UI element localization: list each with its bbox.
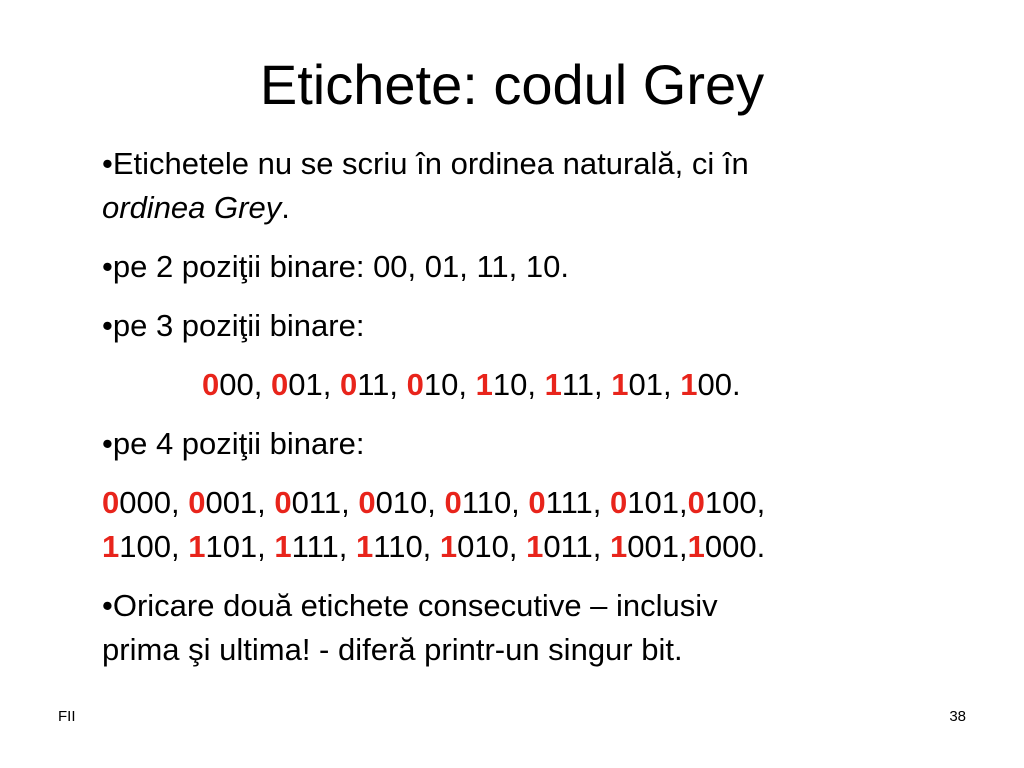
grey-code-rest: 010, — [375, 485, 445, 520]
grey-code — [188, 485, 274, 520]
grey-code-first-bit: 1 — [680, 367, 698, 402]
codes-4-bits-line-1 — [102, 481, 982, 525]
grey-code-rest: 10, — [423, 367, 467, 402]
bullet-end: . — [281, 190, 290, 225]
grey-code-first-bit: 1 — [687, 529, 705, 564]
grey-code-first-bit: 1 — [188, 529, 206, 564]
bullet-consecutive-line-1: •Oricare două etichete consecutive – inclusiv — [102, 588, 718, 623]
grey-code-first-bit: 0 — [610, 485, 628, 520]
grey-code-first-bit: 0 — [339, 367, 358, 402]
grey-code-rest: 111, — [291, 529, 357, 564]
grey-code — [611, 367, 671, 402]
grey-code-rest: 010, — [457, 529, 527, 564]
bullet-3-bits: •pe 3 poziţii binare: — [102, 308, 365, 343]
grey-code-rest: 01, — [628, 367, 672, 402]
grey-code — [358, 485, 444, 520]
grey-code-rest: 10, — [492, 367, 536, 402]
bullet-text: •Etichetele nu se scriu în ordinea naturală, ci în — [102, 146, 749, 181]
grey-code-first-bit: 1 — [610, 529, 628, 564]
grey-code-first-bit: 0 — [202, 367, 220, 402]
grey-code-rest: 110, — [461, 485, 529, 520]
grey-code-first-bit: 0 — [274, 485, 292, 520]
grey-code-first-bit: 0 — [687, 485, 705, 520]
grey-code — [407, 367, 467, 402]
grey-code — [188, 529, 274, 564]
grey-code — [440, 529, 526, 564]
grey-code-first-bit: 1 — [611, 367, 629, 402]
grey-code-rest: 101, — [627, 485, 688, 520]
grey-code-first-bit: 1 — [439, 529, 458, 564]
page-number: 38 — [949, 708, 966, 725]
grey-code-rest: 110, — [373, 529, 440, 564]
footer-label: FII — [58, 708, 76, 725]
grey-code — [445, 485, 529, 520]
grey-code-first-bit: 1 — [475, 367, 493, 402]
grey-code-first-bit: 1 — [274, 529, 292, 564]
grey-code-rest: 11, — [561, 367, 603, 402]
grey-code — [274, 529, 356, 564]
grey-code — [102, 485, 188, 520]
grey-code — [526, 529, 610, 564]
codes-3-bits — [102, 363, 982, 407]
italic-term: ordinea Grey — [102, 190, 282, 225]
grey-code-rest: 100, — [704, 485, 766, 520]
grey-code — [340, 367, 398, 402]
grey-code-rest: 100, — [119, 529, 189, 564]
grey-code-rest: 01, — [288, 367, 332, 402]
grey-code-rest: 000, — [119, 485, 189, 520]
grey-code-first-bit: 0 — [270, 367, 289, 402]
grey-code — [528, 485, 610, 520]
bullet-2-bits: •pe 2 poziţii binare: 00, 01, 11, 10. — [102, 249, 569, 284]
grey-code — [545, 367, 603, 402]
grey-code — [202, 367, 262, 402]
grey-code-rest: 111, — [545, 485, 611, 520]
grey-code-rest: 000. — [704, 529, 766, 564]
bullet-4-bits: •pe 4 poziţii binare: — [102, 426, 365, 461]
grey-code-first-bit: 1 — [102, 529, 120, 564]
grey-code-first-bit: 0 — [358, 485, 376, 520]
grey-code-first-bit: 0 — [528, 485, 546, 520]
slide-content — [102, 142, 982, 687]
grey-code-rest: 11, — [357, 367, 399, 402]
grey-code-first-bit: 0 — [406, 367, 424, 402]
bullet-grey-order — [102, 142, 982, 230]
bullet-consecutive-line-2: prima şi ultima! - diferă printr-un singur bit. — [102, 632, 683, 667]
grey-code-rest: 011, — [543, 529, 611, 564]
grey-code — [274, 485, 358, 520]
grey-code-rest: 001, — [205, 485, 275, 520]
slide-title: Etichete: codul Grey — [259, 53, 765, 116]
grey-code-first-bit: 0 — [188, 485, 206, 520]
grey-code-rest: 001, — [627, 529, 688, 564]
grey-code — [271, 367, 331, 402]
grey-code — [688, 529, 766, 564]
grey-code-first-bit: 1 — [356, 529, 374, 564]
grey-code-rest: 00. — [697, 367, 741, 402]
grey-code — [610, 485, 688, 520]
grey-code — [356, 529, 440, 564]
codes-4-bits-line-2 — [102, 525, 982, 569]
grey-code — [680, 367, 740, 402]
grey-code-first-bit: 1 — [526, 529, 544, 564]
grey-code — [102, 529, 188, 564]
grey-code-first-bit: 0 — [102, 485, 120, 520]
grey-code — [610, 529, 688, 564]
codes-4-bits — [102, 481, 982, 569]
bullet-consecutive — [102, 584, 982, 672]
grey-code — [476, 367, 536, 402]
grey-code — [688, 485, 766, 520]
grey-code-rest: 011, — [291, 485, 359, 520]
grey-code-first-bit: 0 — [444, 485, 462, 520]
grey-code-first-bit: 1 — [544, 367, 562, 402]
grey-code-rest: 00, — [219, 367, 263, 402]
grey-code-rest: 101, — [205, 529, 275, 564]
